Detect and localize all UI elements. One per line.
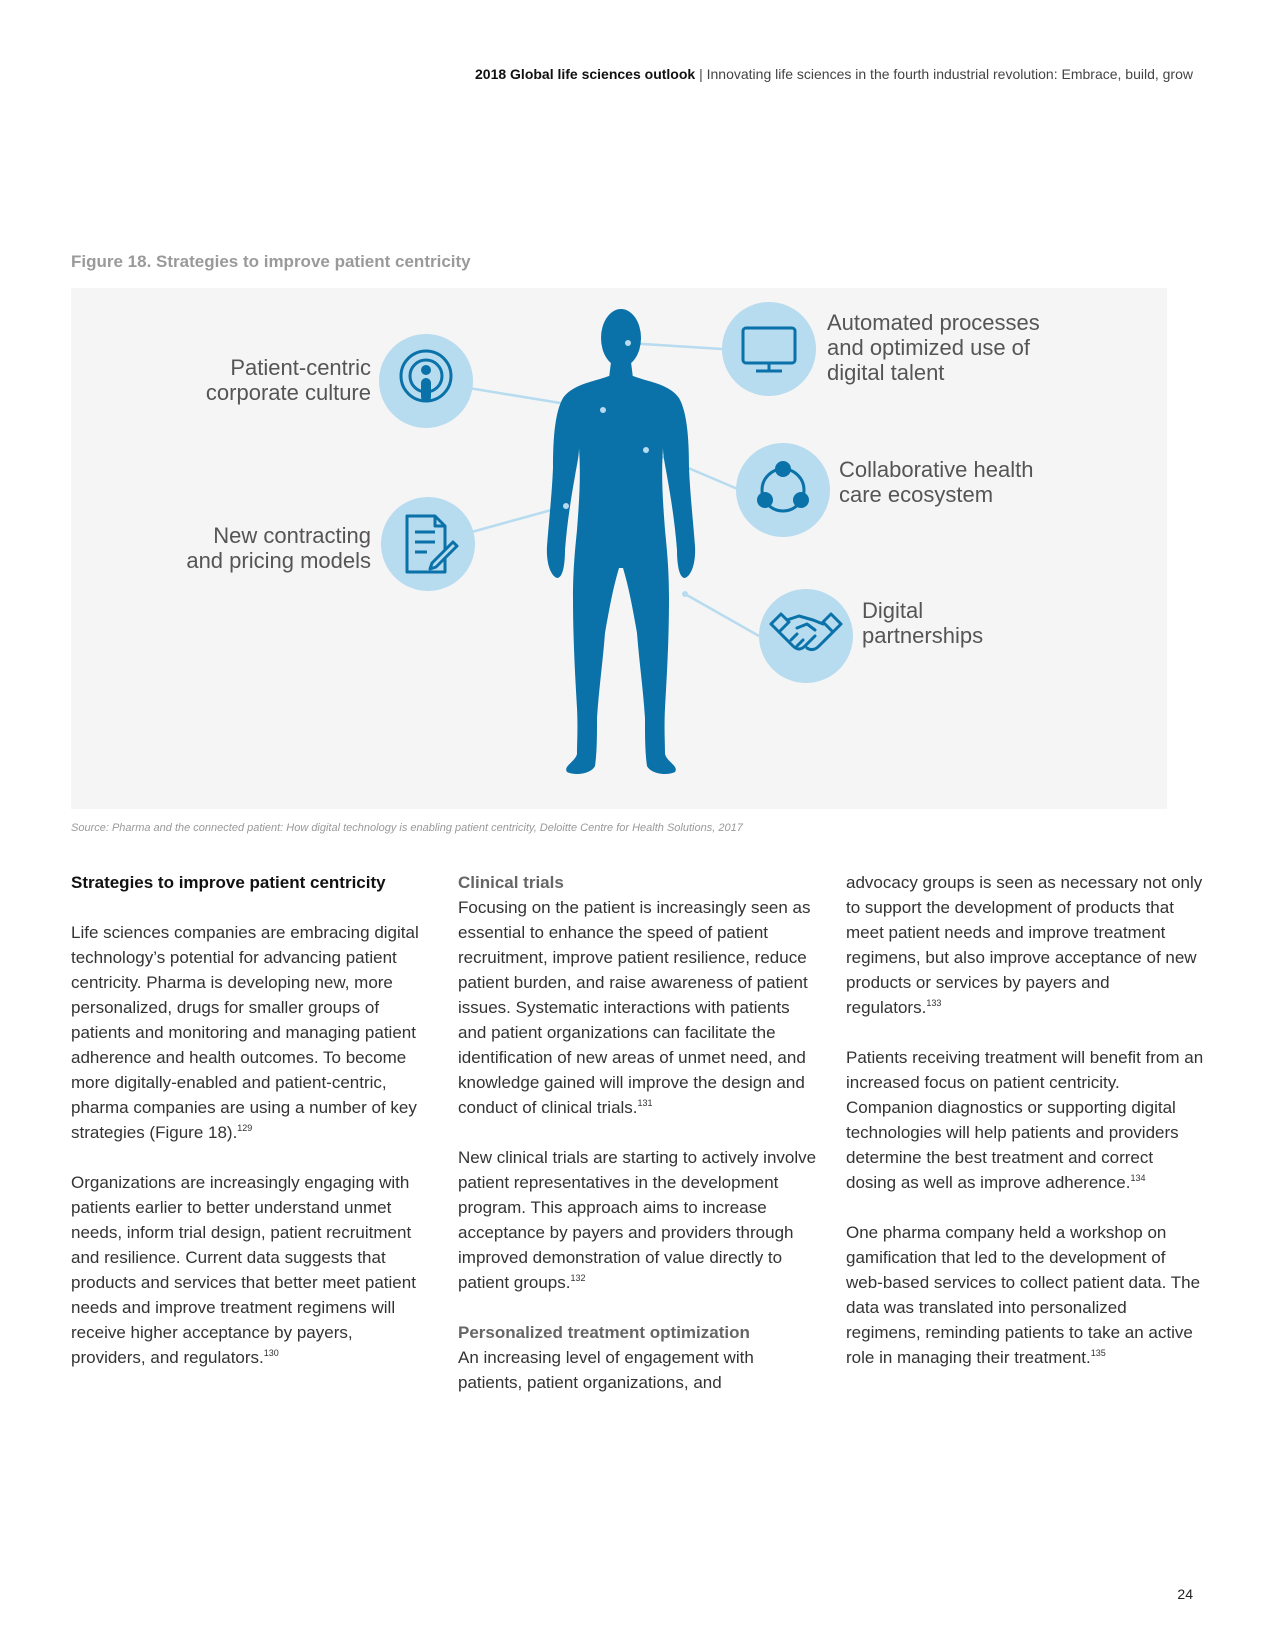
paragraph-text: An increasing level of engagement with patients, patient organizations, and [458,1348,754,1392]
figure-title: Figure 18. Strategies to improve patient centricity [71,252,471,271]
connector-partnerships [685,594,759,636]
neck-shape [609,362,633,378]
page-number: 24 [1177,1586,1193,1602]
section-heading: Strategies to improve patient centricity [71,873,386,892]
paragraph [458,895,818,1120]
header-separator: | [695,66,707,82]
footnote-ref: 133 [926,998,942,1008]
figure-source: Source: Pharma and the connected patient: How digital technology is enabling patient centricity, Deloitte Centre for Health Solutions, 2017 [71,822,743,834]
strategy-icon-partnerships [759,589,853,683]
paragraph-text: advocacy groups is seen as necessary not only to support the development of products that meet patient needs and improve treatment regimens, but also improve acceptance of new products or services by payers and regulators. [846,873,1203,1017]
paragraph [846,1045,1206,1195]
text-column-1 [71,870,431,1395]
icon-circle [722,302,816,396]
dot-contracting [563,503,569,509]
label-culture: Patient-centric corporate culture [205,355,371,405]
text-column-3 [846,870,1206,1395]
paragraph-text: Patients receiving treatment will benefit from an increased focus on patient centricity. Companion diagnostics or supporting digital technologies will help patients and providers determine the best treatment and correct dosing as well as improve adherence. [846,1048,1204,1192]
text-column-2 [458,870,818,1420]
strategy-icon-automated [722,302,816,396]
label-ecosystem: Collaborative health care ecosystem [839,457,1034,507]
paragraph-text: Organizations are increasingly engaging with patients earlier to better understand unmet needs, inform trial design, patient recruitment and resilience. Current data suggests that products and services that better meet patient needs and improve treatment regimens will receive higher acceptance by payers, providers, and regulators. [71,1173,416,1367]
label-contracting: New contracting and pricing models [186,523,371,573]
label-automated: Automated processes and optimized use of digital talent [827,310,1040,385]
dot-automated [625,340,631,346]
strategy-icon-contracting [381,497,475,591]
paragraph-text: Focusing on the patient is increasingly seen as essential to enhance the speed of patient recruitment, improve patient resilience, reduce patient burden, and raise awareness of patient issues. Systematic interactions with patients and patient organizations can facilitate the identification of new areas of unmet need, and knowledge gained will improve the design and conduct of clinical trials. [458,898,811,1117]
footnote-ref: 134 [1130,1173,1146,1183]
header-subtitle: Innovating life sciences in the fourth industrial revolution: Embrace, build, grow [706,66,1193,82]
subsection-heading-clinical-trials: Clinical trials [458,873,564,892]
strategy-icon-culture [379,334,473,428]
footnote-ref: 131 [637,1098,653,1108]
dot-culture [600,407,606,413]
header-title: 2018 Global life sciences outlook [475,66,696,82]
figure-panel [71,288,1167,809]
page-header [475,66,1193,82]
footnote-ref: 129 [237,1123,253,1133]
human-body-silhouette [547,309,695,774]
paragraph [458,1345,818,1395]
torso-arms-legs-shape [547,376,695,774]
paragraph-text: One pharma company held a workshop on gamification that led to the development of web-based services to collect patient data. The data was translated into personalized regimens, reminding patients to take an active role in managing their treatment. [846,1223,1201,1367]
icon-circle [381,497,475,591]
icon-circle [759,589,853,683]
paragraph [71,920,431,1145]
paragraph [458,1145,818,1295]
footnote-ref: 135 [1090,1348,1106,1358]
head-shape [601,309,641,367]
icon-circle [736,443,830,537]
dot-ecosystem [643,447,649,453]
connector-automated [628,343,722,349]
strategy-icon-ecosystem [736,443,830,537]
dot-partnerships [682,591,688,597]
footnote-ref: 130 [263,1348,279,1358]
subsection-heading-personalized-treatment: Personalized treatment optimization [458,1323,750,1342]
footnote-ref: 132 [570,1273,586,1283]
paragraph [846,1220,1206,1370]
paragraph-text: Life sciences companies are embracing digital technology’s potential for advancing patient centricity. Pharma is developing new, more personalized, drugs for smaller groups of patients and monitoring and managing patient adherence and health outcomes. To become more digitally-enabled and patient-centric, pharma companies are using a number of key strategies (Figure 18). [71,923,419,1142]
paragraph-text: New clinical trials are starting to actively involve patient representatives in the development program. This approach aims to increase acceptance by payers and providers through improved demonstration of value directly to patient groups. [458,1148,817,1292]
label-partnerships: Digital partnerships [862,598,984,648]
paragraph [846,870,1206,1020]
paragraph [71,1170,431,1370]
